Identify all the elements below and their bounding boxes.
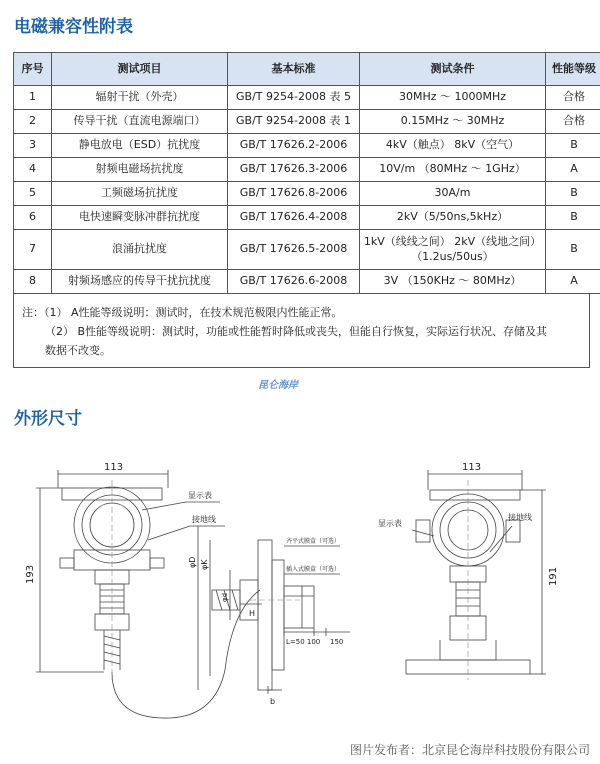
flange [258, 540, 272, 690]
note-line: 注：（1） A性能等级说明：测试时，在技术规范极限内性能正常。 [22, 306, 343, 319]
col-header: 性能等级 [546, 53, 600, 86]
callout-label: 显示表 [188, 491, 212, 500]
table-cell: 静电放电（ESD）抗扰度 [52, 134, 228, 158]
callout-label: 插入式膜盒（可选） [286, 566, 341, 573]
callout-label: 显示表 [378, 519, 402, 528]
section-title-dimensions: 外形尺寸 [14, 409, 82, 429]
table-row [14, 158, 600, 182]
dim-label: L=50 100 [286, 638, 321, 646]
footer-credit: 图片发布者：北京昆仑海岸科技股份有限公司 [349, 743, 590, 757]
table-cell: 传导干扰（直流电源端口） [52, 110, 228, 134]
table-cell: 1kV（线线之间） 2kV（线地之间）（1.2us/50us） [360, 230, 546, 270]
table-cell: 30MHz ～ 1000MHz [360, 86, 546, 110]
table-cell: GB/T 17626.2-2006 [228, 134, 360, 158]
table-row [14, 230, 600, 270]
table-row [14, 270, 600, 294]
table-cell: GB/T 17626.4-2008 [228, 206, 360, 230]
table-cell: GB/T 17626.5-2008 [228, 230, 360, 270]
callout-label: 接地线 [508, 513, 532, 522]
dimension-drawing [0, 440, 600, 740]
table-row [14, 182, 600, 206]
table-row [14, 134, 600, 158]
table-cell: 8 [14, 270, 52, 294]
table-cell: B [546, 230, 600, 270]
table-cell: GB/T 9254-2008 表 5 [228, 86, 360, 110]
col-header: 测试项目 [52, 53, 228, 86]
table-cell: 2kV（5/50ns,5kHz） [360, 206, 546, 230]
table-cell: GB/T 17626.6-2008 [228, 270, 360, 294]
dim-label: φK [200, 559, 209, 570]
col-header: 序号 [14, 53, 52, 86]
table-cell: 射频场感应的传导干扰抗扰度 [52, 270, 228, 294]
table-cell: 合格 [546, 110, 600, 134]
note-line: 数据不改变。 [45, 344, 111, 357]
table-cell: 4 [14, 158, 52, 182]
table-cell: 2 [14, 110, 52, 134]
emc-table [13, 52, 596, 368]
callout-label: 齐平式膜盒（可选） [286, 538, 341, 545]
table-cell: B [546, 206, 600, 230]
table-cell: GB/T 9254-2008 表 1 [228, 110, 360, 134]
col-header: 测试条件 [360, 53, 546, 86]
table-cell: 5 [14, 182, 52, 206]
table-row [14, 110, 600, 134]
table-cell: 30A/m [360, 182, 546, 206]
table-cell: 0.15MHz ～ 30MHz [360, 110, 546, 134]
table-cell: 合格 [546, 86, 600, 110]
dim-label: 193 [25, 564, 36, 584]
dim-label: φD [188, 556, 197, 568]
table-cell: 4kV（触点） 8kV（空气） [360, 134, 546, 158]
col-header: 基本标准 [228, 53, 360, 86]
dim-label: 191 [548, 566, 559, 586]
table-cell: 辐射干扰（外壳） [52, 86, 228, 110]
logo-text: 昆仑海岸 [258, 380, 298, 391]
table-cell: 3 [14, 134, 52, 158]
dim-label: 150 [330, 638, 344, 646]
side-port [60, 558, 74, 568]
table-cell: 1 [14, 86, 52, 110]
table-cell: 电快速瞬变脉冲群抗扰度 [52, 206, 228, 230]
table-cell: B [546, 182, 600, 206]
dim-label: 113 [104, 462, 124, 473]
table-cell: 射频电磁场抗扰度 [52, 158, 228, 182]
table-header-row [14, 53, 600, 86]
table-cell: A [546, 270, 600, 294]
table-cell: GB/T 17626.8-2006 [228, 182, 360, 206]
dim-label: 113 [462, 462, 482, 473]
table-cell: 7 [14, 230, 52, 270]
side-boss [416, 520, 430, 542]
flange-face [272, 560, 284, 670]
table-cell: B [546, 134, 600, 158]
table-cell: 6 [14, 206, 52, 230]
table-row [14, 86, 600, 110]
table-cell: 工频磁场抗扰度 [52, 182, 228, 206]
table-cell: GB/T 17626.3-2006 [228, 158, 360, 182]
table-row [14, 206, 600, 230]
table-cell: 10V/m （80MHz ～ 1GHz） [360, 158, 546, 182]
dim-label: H [249, 609, 256, 618]
table-cell: A [546, 158, 600, 182]
note-line: （2） B性能等级说明：测试时，功能或性能暂时降低或丧失，但能自行恢复，实际运行状况、存储及其 [45, 325, 548, 338]
table-notes [13, 294, 590, 368]
table-cell: 浪涌抗扰度 [52, 230, 228, 270]
callout-label: 接地线 [192, 515, 216, 524]
table-cell: 3V （150KHz ～ 80MHz） [360, 270, 546, 294]
dim-label: φd [221, 592, 229, 602]
insert-tube [284, 586, 314, 628]
side-port [150, 558, 164, 568]
dim-label: b [270, 697, 276, 706]
section-title-emc: 电磁兼容性附表 [14, 17, 133, 37]
brand-logo [258, 376, 298, 391]
